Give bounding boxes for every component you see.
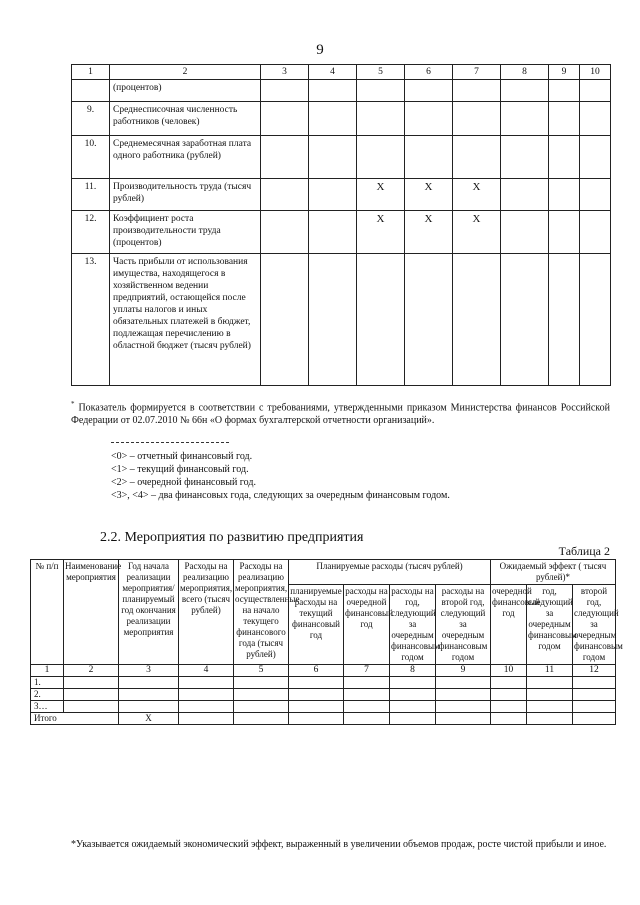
table-row bbox=[72, 102, 611, 136]
row-label: Среднесписочная численность работников (человек) bbox=[110, 102, 261, 136]
col-header: 3 bbox=[261, 65, 309, 80]
row-number: 2. bbox=[31, 689, 64, 701]
header-planned-group: Планируемые расходы (тысяч рублей) bbox=[289, 560, 491, 585]
col-header: 5 bbox=[357, 65, 405, 80]
col-header: 4 bbox=[309, 65, 357, 80]
header-total: Расходы на реализацию мероприятия, всего (тысяч рублей) bbox=[179, 560, 234, 665]
column-number: 5 bbox=[234, 665, 289, 677]
row-number: 10. bbox=[72, 136, 110, 179]
header-planned: расходы на второй год, следующий за очередным финансовым годом bbox=[436, 585, 491, 665]
header-effect-group: Ожидаемый эффект ( тысяч рублей)* bbox=[491, 560, 616, 585]
column-number: 12 bbox=[573, 665, 616, 677]
col-header: 2 bbox=[110, 65, 261, 80]
period-item: <2> – очередной финансовый год. bbox=[111, 477, 256, 488]
table-header-row bbox=[31, 560, 616, 585]
column-number: 6 bbox=[289, 665, 344, 677]
table-row bbox=[72, 179, 611, 211]
period-item: <3>, <4> – два финансовых года, следующих за очередным финансовым годом. bbox=[111, 490, 450, 501]
row-label: Часть прибыли от использования имущества, находящегося в хозяйственном ведении предприятий, остающейся после уплаты налогов и иных обязательных платежей в бюджет, подлежащая перечислению в областной бюджет (тысяч рублей) bbox=[110, 254, 261, 386]
column-number: 11 bbox=[527, 665, 573, 677]
cell-mark bbox=[580, 179, 611, 211]
header-planned: планируемые расходы на текущий финансовый год bbox=[289, 585, 344, 665]
table-row bbox=[72, 136, 611, 179]
footnote-mark: * bbox=[71, 400, 75, 408]
cell-mark: X bbox=[405, 179, 453, 211]
column-number: 4 bbox=[179, 665, 234, 677]
footnote-indicator bbox=[71, 398, 610, 427]
row-number: 9. bbox=[72, 102, 110, 136]
table-caption: Таблица 2 bbox=[558, 544, 610, 558]
cell-mark: X bbox=[405, 211, 453, 254]
col-header: 8 bbox=[501, 65, 549, 80]
footnote-text: Показатель формируется в соответствии с требованиями, утвержденными приказом Министерства финансов Российской Федерации от 02.07.2010 № 66н «О формах бухгалтерской отчетности организаций». bbox=[71, 402, 610, 427]
cell-mark bbox=[549, 211, 580, 254]
header-year: Год начала реализации мероприятия/ планируемый год окончания реализации мероприятия bbox=[119, 560, 179, 665]
divider bbox=[111, 442, 229, 443]
header-planned: расходы на год, следующий за очередным финансовым годом bbox=[390, 585, 436, 665]
period-item: <0> – отчетный финансовый год. bbox=[111, 451, 253, 462]
cell-mark: X bbox=[453, 211, 501, 254]
table-header-row bbox=[72, 65, 611, 80]
section-title: 2.2. Мероприятия по развитию предприятия bbox=[100, 530, 364, 545]
row-number: 1. bbox=[31, 677, 64, 689]
row-label: (процентов) bbox=[110, 80, 261, 102]
cell-mark bbox=[501, 179, 549, 211]
column-number: 3 bbox=[119, 665, 179, 677]
column-number: 2 bbox=[64, 665, 119, 677]
header-effect: очередной финансовый год bbox=[491, 585, 527, 665]
cell-mark: X bbox=[357, 211, 405, 254]
row-number: 3… bbox=[31, 701, 64, 713]
column-number: 9 bbox=[436, 665, 491, 677]
total-year-mark: Х bbox=[119, 713, 179, 725]
table-row bbox=[72, 211, 611, 254]
row-label: Производительность труда (тысяч рублей) bbox=[110, 179, 261, 211]
column-number: 8 bbox=[390, 665, 436, 677]
measures-table bbox=[30, 559, 623, 725]
table-row bbox=[31, 689, 616, 701]
header-num: № п/п bbox=[31, 560, 64, 665]
table-row bbox=[72, 80, 611, 102]
table-row bbox=[72, 254, 611, 386]
table-row bbox=[31, 701, 616, 713]
total-label: Итого bbox=[31, 713, 119, 725]
cell-mark bbox=[501, 211, 549, 254]
cell-mark: X bbox=[453, 179, 501, 211]
cell-mark bbox=[261, 211, 309, 254]
row-label: Коэффициент роста производительности труда (процентов) bbox=[110, 211, 261, 254]
cell-mark bbox=[309, 179, 357, 211]
col-header: 9 bbox=[549, 65, 580, 80]
column-number: 1 bbox=[31, 665, 64, 677]
row-number: 12. bbox=[72, 211, 110, 254]
row-number: 11. bbox=[72, 179, 110, 211]
column-number-row bbox=[31, 665, 616, 677]
period-legend bbox=[111, 450, 450, 502]
col-header: 7 bbox=[453, 65, 501, 80]
header-effect: второй год, следующий за очередным финансовым годом bbox=[573, 585, 616, 665]
row-label: Среднемесячная заработная плата одного работника (рублей) bbox=[110, 136, 261, 179]
table-row bbox=[31, 677, 616, 689]
indicators-table bbox=[71, 64, 611, 386]
col-header: 1 bbox=[72, 65, 110, 80]
column-number: 10 bbox=[491, 665, 527, 677]
header-planned: расходы на очередной финансовый год bbox=[344, 585, 390, 665]
cell-mark bbox=[580, 211, 611, 254]
footnote-effect: *Указывается ожидаемый экономический эффект, выраженный в увеличении объемов продаж, росте чистой прибыли и иное. bbox=[71, 839, 607, 850]
cell-mark bbox=[309, 211, 357, 254]
column-number: 7 bbox=[344, 665, 390, 677]
row-number: 13. bbox=[72, 254, 110, 386]
header-name: Наименование мероприятия bbox=[64, 560, 119, 665]
page-number: 9 bbox=[316, 42, 324, 58]
cell-mark bbox=[261, 179, 309, 211]
total-row bbox=[31, 713, 616, 725]
cell-mark bbox=[549, 179, 580, 211]
header-effect: год, следующий за очередным финансовым годом bbox=[527, 585, 573, 665]
col-header: 10 bbox=[580, 65, 611, 80]
cell-mark: X bbox=[357, 179, 405, 211]
period-item: <1> – текущий финансовый год. bbox=[111, 464, 249, 475]
col-header: 6 bbox=[405, 65, 453, 80]
header-start: Расходы на реализацию мероприятия, осуществленные на начало текущего финансового года (тысяч рублей) bbox=[234, 560, 289, 665]
